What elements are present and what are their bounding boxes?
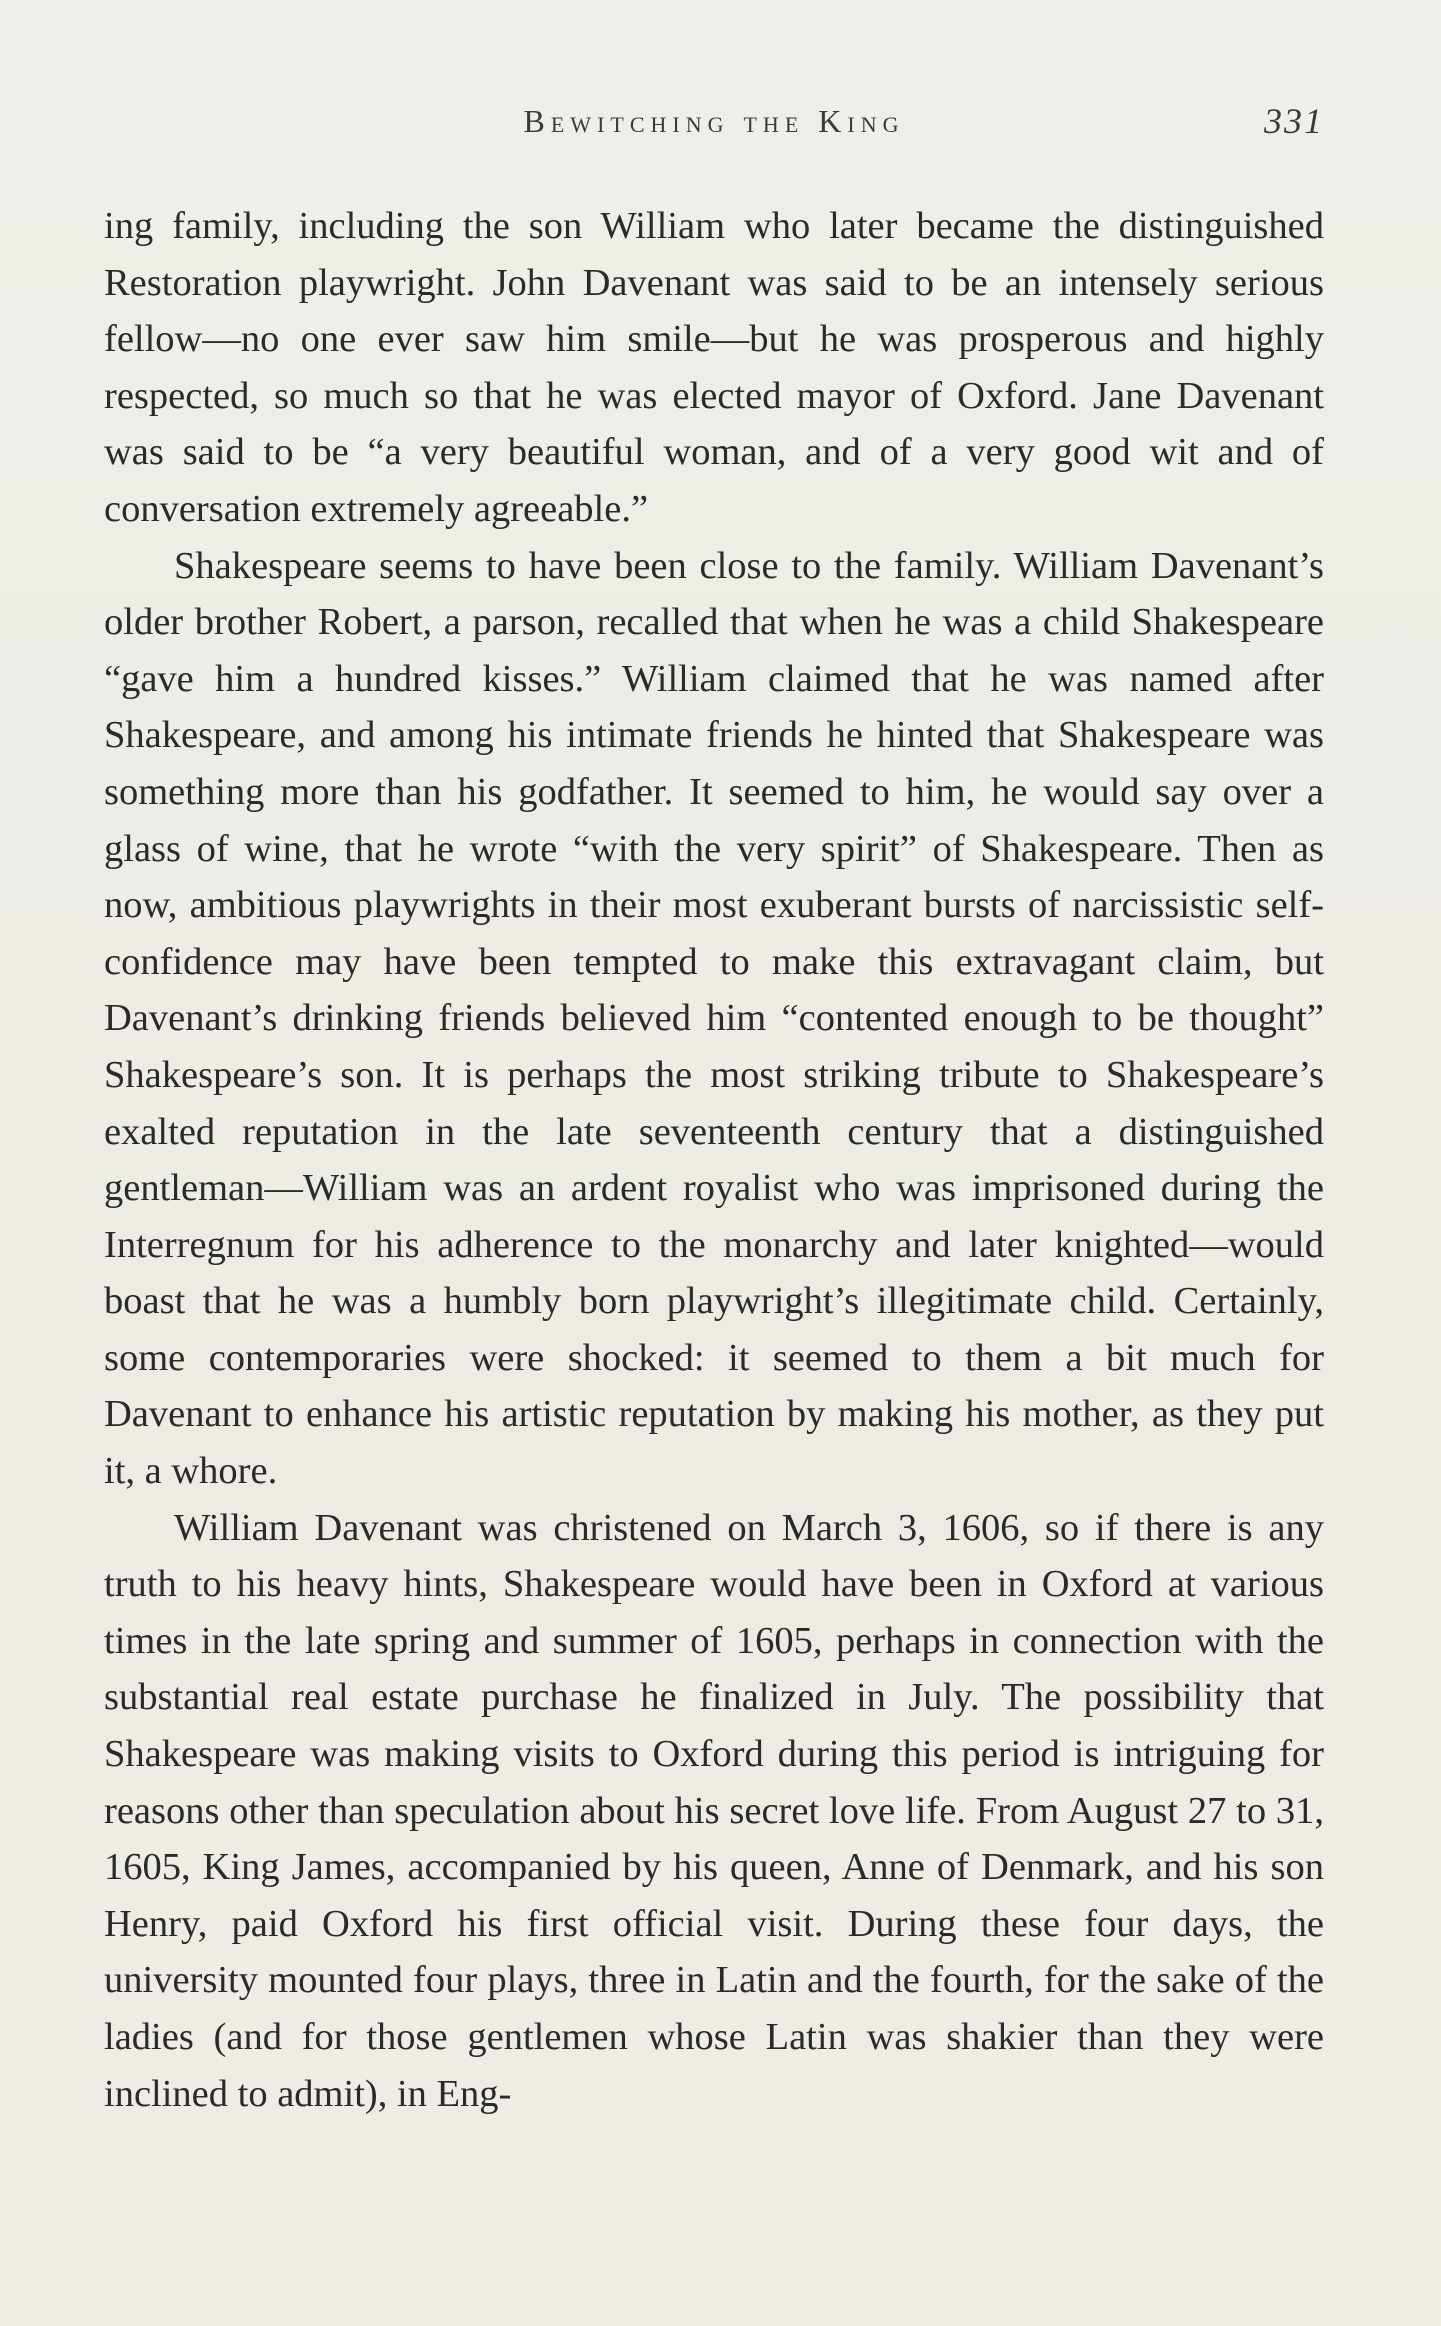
running-head	[104, 96, 1324, 146]
body-text	[104, 198, 1324, 2122]
running-head-title: Bewitching the King	[523, 103, 905, 139]
page-number: 331	[1264, 101, 1324, 141]
paragraph: Shakespeare seems to have been close to the family. William Davenant’s older brother Robert, a parson, recalled that when he was a child Shakespeare “gave him a hundred kisses.” William claimed that he was named after Shakespeare, and among his intimate friends he hinted that Shakespeare was something more than his godfather. It seemed to him, he would say over a glass of wine, that he wrote “with the very spirit” of Shakespeare. Then as now, ambitious playwrights in their most exuberant bursts of narcissistic self-confidence may have been tempted to make this extravagant claim, but Davenant’s drinking friends believed him “contented enough to be thought” Shakespeare’s son. It is perhaps the most striking tribute to Shakespeare’s exalted reputation in the late seventeenth century that a distinguished gentleman—William was an ardent royalist who was imprisoned during the Interregnum for his adherence to the monarchy and later knighted—would boast that he was a humbly born playwright’s illegitimate child. Certainly, some contemporaries were shocked: it seemed to them a bit much for Davenant to enhance his artistic reputation by making his mother, as they put it, a whore.	[104, 544, 1324, 1493]
paragraph: ing family, including the son William who later became the distinguished Restoration playwright. John Davenant was said to be an intensely serious fellow—no one ever saw him smile—but he was prosperous and highly respected, so much so that he was elected mayor of Oxford. Jane Davenant was said to be “a very beautiful woman, and of a very good wit and of conversation extremely agreeable.”	[104, 205, 1324, 530]
paragraph: William Davenant was christened on March 3, 1606, so if there is any truth to his heavy hints, Shakespeare would have been in Oxford at various times in the late spring and summer of 1605, perhaps in connection with the substantial real estate purchase he finalized in July. The possibility that Shakespeare was making visits to Oxford during this period is intriguing for reasons other than speculation about his secret love life. From August 27 to 31, 1605, King James, accompanied by his queen, Anne of Denmark, and his son Henry, paid Oxford his first official visit. During these four days, the university mounted four plays, three in Latin and the fourth, for the sake of the ladies (and for those gentlemen whose Latin was shakier than they were inclined to admit), in Eng-	[104, 1506, 1324, 2115]
